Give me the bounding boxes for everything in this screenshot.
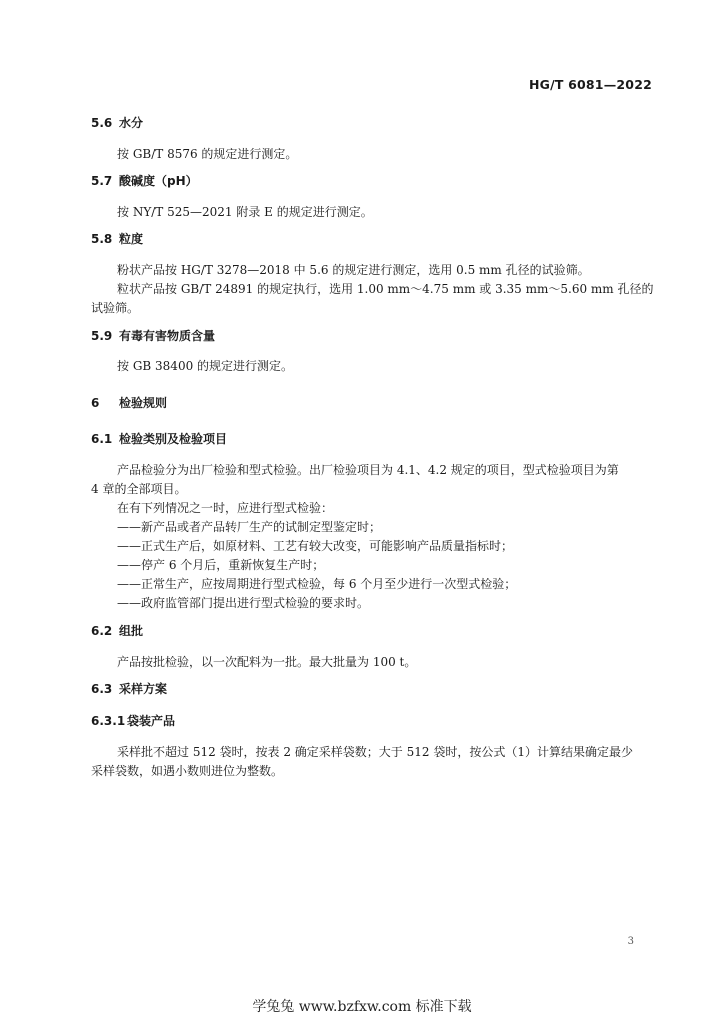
paragraph: 粒状产品按 GB/T 24891 的规定执行，选用 1.00 mm～4.75 mm 或 3.35 mm～5.60 mm 孔径的 [117,282,654,296]
section-title: 有毒有害物质含量 [119,329,216,343]
section-title: 酸碱度（pH） [119,174,198,188]
section-number: 6.2 [91,624,113,638]
section-heading-6-3 [91,680,167,697]
paragraph: 试验筛。 [91,301,140,315]
footer-watermark: 学兔兔 www.bzfxw.com 标准下载 [252,999,472,1015]
section-heading-5-6 [91,114,143,131]
paragraph: 按 GB/T 8576 的规定进行测定。 [117,147,298,161]
section-title: 检验规则 [119,396,168,410]
paragraph: 粉状产品按 HG/T 3278—2018 中 5.6 的规定进行测定，选用 0.5 mm 孔径的试验筛。 [117,263,590,277]
section-heading-5-7 [91,172,198,189]
paragraph: 采样批不超过 512 袋时，按表 2 确定采样袋数；大于 512 袋时，按公式（1）计算结果确定最少 [117,745,633,759]
list-item: ——新产品或者产品转厂生产的试制定型鉴定时； [117,520,382,534]
paragraph: 产品按批检验，以一次配料为一批。最大批量为 100 t。 [117,655,417,669]
section-title: 袋装产品 [127,714,176,728]
section-title: 采样方案 [119,682,168,696]
list-item: ——政府监管部门提出进行型式检验的要求时。 [117,596,370,610]
section-heading-6-3-1 [91,712,175,729]
section-title: 检验类别及检验项目 [119,432,228,446]
section-number: 6.3 [91,682,113,696]
section-heading-5-9 [91,327,215,344]
paragraph: 4 章的全部项目。 [91,482,187,496]
list-item: ——正常生产，应按周期进行型式检验，每 6 个月至少进行一次型式检验； [117,577,517,591]
section-number: 5.9 [91,329,113,343]
section-number: 5.6 [91,116,113,130]
paragraph: 产品检验分为出厂检验和型式检验。出厂检验项目为 4.1、4.2 规定的项目，型式检验项目为第 [117,463,619,477]
section-heading-5-8 [91,230,143,247]
section-heading-6-2 [91,622,143,639]
section-number: 5.8 [91,232,113,246]
section-number: 6 [91,396,100,410]
list-item: ——停产 6 个月后，重新恢复生产时； [117,558,325,572]
paragraph: 在有下列情况之一时，应进行型式检验： [117,501,334,515]
section-heading-6 [91,394,167,411]
page-number: 3 [627,936,634,947]
section-title: 水分 [119,116,144,130]
paragraph: 按 NY/T 525—2021 附录 E 的规定进行测定。 [117,205,373,219]
section-title: 粒度 [119,232,144,246]
standard-code: HG/T 6081—2022 [528,77,652,92]
section-number: 5.7 [91,174,113,188]
section-number: 6.3.1 [91,714,126,728]
section-heading-6-1 [91,430,227,447]
paragraph: 按 GB 38400 的规定进行测定。 [117,359,294,373]
list-item: ——正式生产后，如原材料、工艺有较大改变，可能影响产品质量指标时； [117,539,514,553]
section-number: 6.1 [91,432,113,446]
section-title: 组批 [119,624,144,638]
paragraph: 采样袋数，如遇小数则进位为整数。 [91,764,284,778]
